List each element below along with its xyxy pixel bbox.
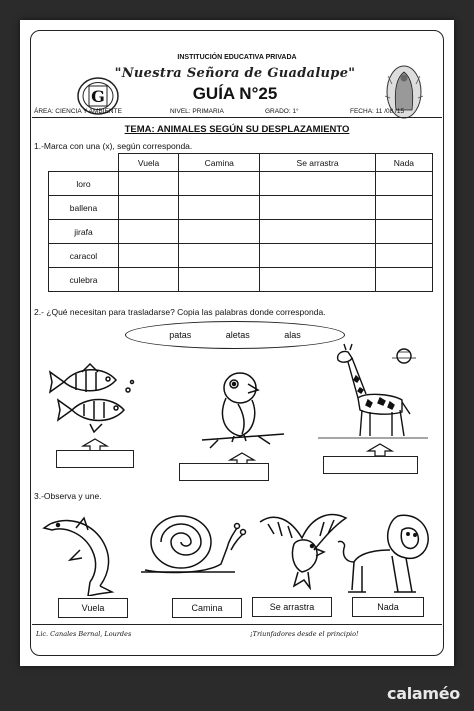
word-bank-item: patas [169, 330, 192, 340]
snail-icon [135, 508, 247, 582]
table-row [49, 244, 433, 268]
table-row [49, 268, 433, 292]
q1-prompt: 1.-Marca con una (x), según corresponda. [34, 141, 193, 151]
answer-cell[interactable] [375, 196, 432, 220]
bird-icon [198, 360, 288, 452]
row-label: loro [49, 172, 119, 196]
label-camina[interactable]: Camina [172, 598, 242, 618]
answer-cell[interactable] [179, 244, 260, 268]
word-bank-item: aletas [225, 330, 250, 340]
row-label: culebra [49, 268, 119, 292]
answer-cell[interactable] [179, 220, 260, 244]
q1-table [48, 153, 433, 292]
answer-cell[interactable] [260, 244, 375, 268]
giraffe-icon [318, 342, 428, 442]
institution-label: INSTITUCIÓN EDUCATIVA PRIVADA [177, 54, 297, 61]
table-row [49, 220, 433, 244]
motto-label: ¡Triunfadores desde el principio! [250, 630, 359, 638]
answer-cell[interactable] [179, 268, 260, 292]
q3-prompt: 3.-Observa y une. [34, 491, 102, 501]
answer-box-fish[interactable] [56, 450, 134, 468]
row-label: caracol [49, 244, 119, 268]
answer-cell[interactable] [260, 172, 375, 196]
answer-cell[interactable] [375, 244, 432, 268]
answer-cell[interactable] [375, 172, 432, 196]
answer-cell[interactable] [260, 196, 375, 220]
grade-label: GRADO: 1° [265, 108, 299, 115]
answer-cell[interactable] [119, 196, 179, 220]
table-row [49, 196, 433, 220]
svg-text:G: G [91, 87, 105, 106]
label-se-arrastra[interactable]: Se arrastra [252, 597, 332, 617]
answer-cell[interactable] [375, 268, 432, 292]
answer-cell[interactable] [119, 244, 179, 268]
answer-box-giraffe[interactable] [323, 456, 418, 474]
label-vuela[interactable]: Vuela [58, 598, 128, 618]
column-header: Vuela [119, 154, 179, 172]
author-label: Lic. Canales Bernal, Lourdes [36, 630, 132, 638]
answer-cell[interactable] [119, 172, 179, 196]
answer-box-bird[interactable] [179, 463, 269, 481]
worksheet-page [20, 20, 454, 666]
word-bank-item: alas [284, 330, 301, 340]
column-header: Camina [179, 154, 260, 172]
level-label: NIVEL: PRIMARIA [170, 108, 224, 115]
column-header: Se arrastra [260, 154, 375, 172]
answer-cell[interactable] [260, 220, 375, 244]
date-label: FECHA: 11 /08 /15 [350, 108, 405, 115]
calameo-logo[interactable]: calaméo [387, 684, 460, 703]
answer-cell[interactable] [179, 172, 260, 196]
answer-cell[interactable] [260, 268, 375, 292]
lion-icon [336, 510, 436, 598]
answer-cell[interactable] [375, 220, 432, 244]
row-label: jirafa [49, 220, 119, 244]
school-name: "Nuestra Señora de Guadalupe" [114, 66, 356, 81]
table-row [49, 172, 433, 196]
arrow-up-icon [365, 443, 395, 457]
topic-title: TEMA: ANIMALES SEGÚN SU DESPLAZAMIENTO [124, 124, 350, 135]
dolphin-icon [40, 510, 132, 596]
column-header: Nada [375, 154, 432, 172]
fish-icon [42, 360, 142, 438]
row-label: ballena [49, 196, 119, 220]
word-bank [125, 321, 345, 349]
answer-cell[interactable] [119, 220, 179, 244]
guide-title: GUÍA N°25 [192, 84, 278, 103]
header-divider [32, 117, 442, 118]
label-nada[interactable]: Nada [352, 597, 424, 617]
footer-divider [32, 624, 442, 625]
q2-prompt: 2.- ¿Qué necesitan para trasladarse? Copia las palabras donde corresponda. [34, 307, 326, 317]
answer-cell[interactable] [179, 196, 260, 220]
answer-cell[interactable] [119, 268, 179, 292]
area-label: ÁREA: CIENCIA Y AMBIENTE [34, 108, 122, 115]
